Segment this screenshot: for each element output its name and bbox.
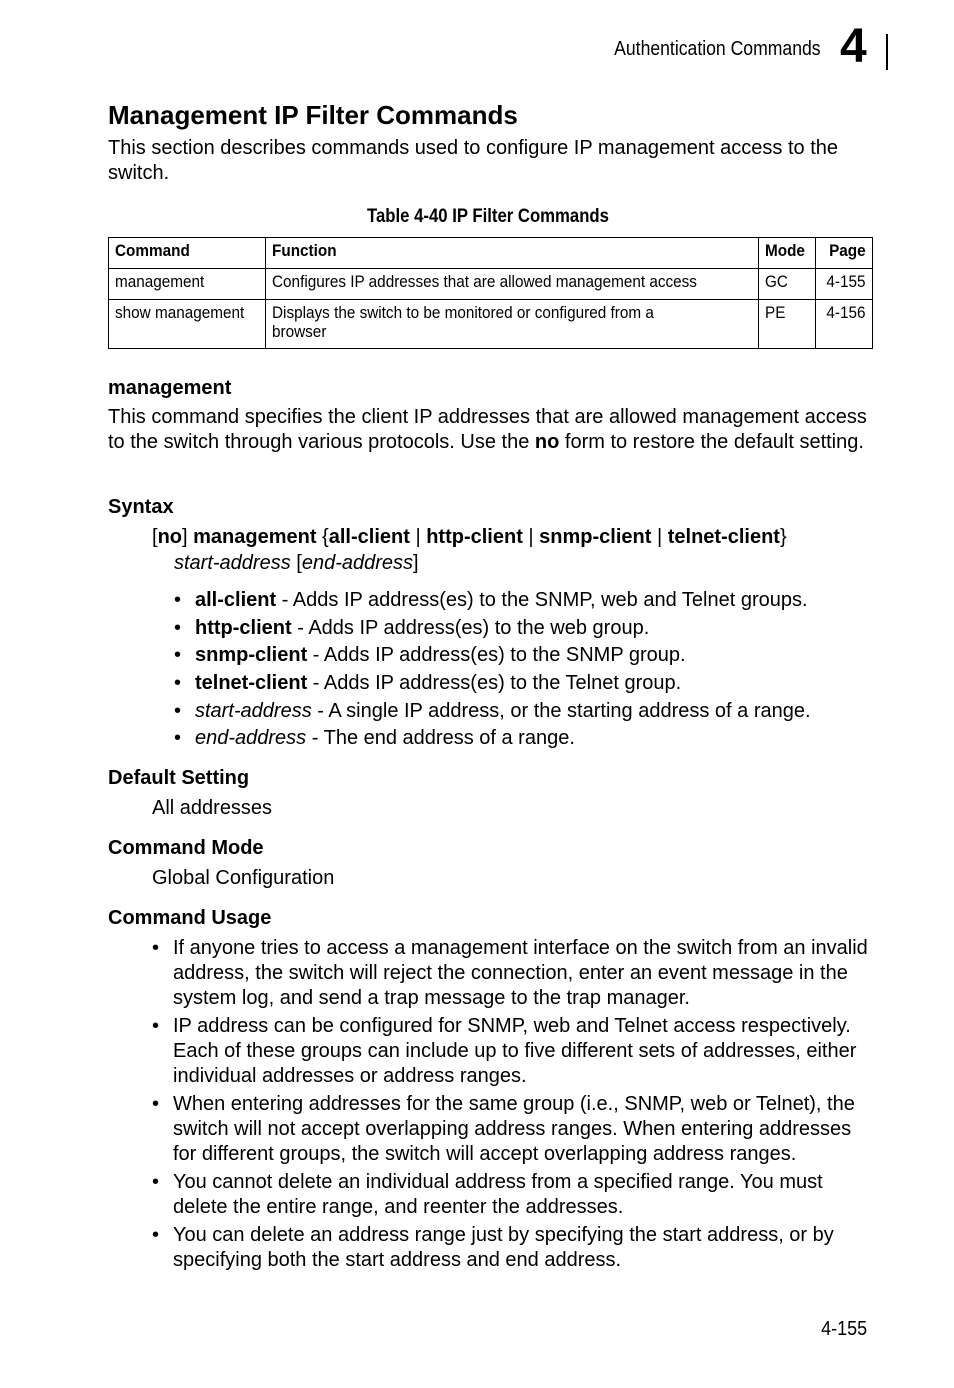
running-header-title: Authentication Commands <box>614 38 821 60</box>
param-item: telnet-client - Adds IP address(es) to the Telnet group. <box>195 672 682 694</box>
bullet-icon: • <box>152 1093 160 1115</box>
param-item: snmp-client - Adds IP address(es) to the SNMP group. <box>195 644 686 666</box>
usage-item: You can delete an address range just by specifying the start address, or by specifying both the start address and end address. <box>173 1224 834 1271</box>
table-cell-page: 4-155 <box>816 269 872 300</box>
param-item: all-client - Adds IP address(es) to the SNMP, web and Telnet groups. <box>195 589 808 611</box>
command-usage-heading: Command Usage <box>108 907 272 929</box>
table-caption: Table 4-40 IP Filter Commands <box>367 206 609 227</box>
table-header-function: Function <box>265 238 758 269</box>
section-title: Management IP Filter Commands <box>108 100 518 130</box>
section-intro: This section describes commands used to configure IP management access to the switch. <box>108 137 839 184</box>
bullet-icon: • <box>174 727 182 749</box>
bullet-icon: • <box>174 644 182 666</box>
param-item: start-address - A single IP address, or the starting address of a range. <box>195 700 811 722</box>
command-mode-heading: Command Mode <box>108 837 264 859</box>
table-cell-function: Configures IP addresses that are allowed management access <box>265 269 758 300</box>
no-keyword: no <box>534 431 560 453</box>
table-header-mode: Mode <box>758 238 815 269</box>
table-cell-mode: PE <box>758 300 815 349</box>
table-cell-command: management <box>109 269 266 300</box>
table-cell-function: Displays the switch to be monitored or configured from a browser <box>265 300 758 349</box>
param-item: http-client - Adds IP address(es) to the web group. <box>195 617 650 639</box>
table-row <box>109 269 873 300</box>
usage-item: IP address can be configured for SNMP, web and Telnet access respectively. Each of these groups can include up to five different sets of addresses, either individual addresses or address ranges. <box>173 1015 857 1087</box>
syntax-line-2: start-address [end-address] <box>174 552 419 574</box>
table-header-row <box>109 238 873 269</box>
usage-item: You cannot delete an individual address from a specified range. You must delete the entire range, and reenter the addresses. <box>173 1171 823 1218</box>
bullet-icon: • <box>152 937 160 959</box>
syntax-line-1: [no] management {all-client | http-client | snmp-client | telnet-client} <box>152 526 787 548</box>
table-header-page: Page <box>816 238 872 269</box>
param-item: end-address - The end address of a range. <box>195 727 575 749</box>
commands-table <box>108 237 873 349</box>
table-cell-mode: GC <box>758 269 815 300</box>
syntax-heading: Syntax <box>108 496 174 518</box>
bullet-icon: • <box>174 589 182 611</box>
usage-item: If anyone tries to access a management interface on the switch from an invalid address, the switch will reject the connection, enter an event message in the system log, and send a trap message to the trap manager. <box>173 937 868 1009</box>
default-setting-value: All addresses <box>152 797 273 819</box>
table-cell-page: 4-156 <box>816 300 872 349</box>
bullet-icon: • <box>174 700 182 722</box>
bullet-icon: • <box>152 1015 160 1037</box>
bullet-icon: • <box>152 1224 160 1246</box>
usage-item: When entering addresses for the same group (i.e., SNMP, web or Telnet), the switch will not accept overlapping address ranges. When entering addresses for different groups, the switch will accept overlapping address ranges. <box>173 1093 855 1165</box>
chapter-divider <box>886 34 888 70</box>
table-cell-command: show management <box>109 300 266 349</box>
table-row <box>109 300 873 349</box>
bullet-icon: • <box>152 1171 160 1193</box>
command-mode-value: Global Configuration <box>152 867 335 889</box>
bullet-icon: • <box>174 672 182 694</box>
bullet-icon: • <box>174 617 182 639</box>
chapter-number: 4 <box>840 20 867 73</box>
command-heading: management <box>108 377 232 399</box>
table-header-command: Command <box>109 238 266 269</box>
default-setting-heading: Default Setting <box>108 767 250 789</box>
page-number: 4-155 <box>820 1318 867 1340</box>
command-description: This command specifies the client IP addresses that are allowed management access to the switch through various protocols. Use the no form to restore the default setting. <box>108 406 867 453</box>
